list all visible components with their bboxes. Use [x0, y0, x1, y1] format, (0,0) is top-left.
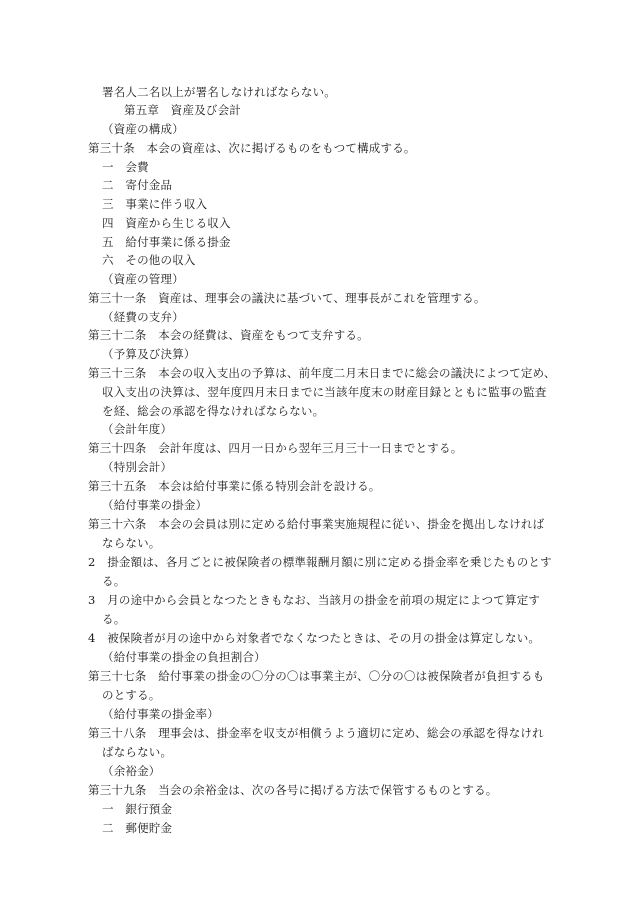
article-line: のとする。: [102, 688, 161, 702]
article-line: 第三十二条 本会の経費は、資産をもつて支弁する。: [88, 328, 369, 342]
list-item: 一 銀行預金: [102, 802, 173, 816]
article-line: る。: [102, 574, 126, 588]
article-line: ばならない。: [102, 745, 173, 759]
article-line: 第三十六条 本会の会員は別に定める給付事業実施規程に従い、掛金を拠出しなければ: [88, 517, 545, 531]
chapter-heading: 第五章 資産及び会計: [124, 103, 241, 117]
list-item: 二 寄付金品: [102, 178, 173, 192]
article-caption: （特別会計）: [102, 460, 173, 474]
list-item: 一 会費: [102, 160, 149, 174]
article-line: 第三十五条 本会は給付事業に係る特別会計を設ける。: [88, 479, 381, 493]
article-caption: （経費の支弁）: [102, 310, 184, 324]
article-line: 2 掛金額は、各月ごとに被保険者の標準報酬月額に別に定める掛金率を乗じたものとす: [88, 555, 552, 569]
article-caption: （給付事業の掛金率）: [102, 707, 219, 721]
article-line: 4 被保険者が月の途中から対象者でなくなつたときは、その月の掛金は算定しない。: [88, 631, 541, 645]
article-line: 第三十九条 当会の余裕金は、次の各号に掲げる方法で保管するものとする。: [88, 783, 498, 797]
article-line: 第三十条 本会の資産は、次に掲げるものをもつて構成する。: [88, 141, 416, 155]
article-caption: （予算及び決算）: [102, 347, 196, 361]
article-caption: （資産の構成）: [102, 122, 184, 136]
article-caption: （給付事業の掛金の負担割合）: [102, 650, 266, 664]
article-caption: （資産の管理）: [102, 272, 184, 286]
article-line: 第三十一条 資産は、理事会の議決に基づいて、理事長がこれを管理する。: [88, 291, 486, 305]
article-line: 第三十三条 本会の収入支出の予算は、前年度二月末日までに総会の議決によつて定め、: [88, 366, 556, 380]
article-caption: （給付事業の掛金）: [102, 498, 208, 512]
article-line: ならない。: [102, 536, 161, 550]
list-item: 二 郵便貯金: [102, 821, 173, 835]
article-caption: （余裕金）: [102, 764, 161, 778]
list-item: 四 資産から生じる収入: [102, 216, 231, 230]
article-line: る。: [102, 612, 126, 626]
list-item: 五 給付事業に係る掛金: [102, 235, 231, 249]
article-line: 第三十四条 会計年度は、四月一日から翌年三月三十一日までとする。: [88, 441, 463, 455]
list-item: 六 その他の収入: [102, 253, 196, 267]
article-line: を経、総会の承認を得なければならない。: [102, 404, 325, 418]
article-line: 第三十八条 理事会は、掛金率を収支が相償うよう適切に定め、総会の承認を得なけれ: [88, 726, 544, 740]
article-line: 第三十七条 給付事業の掛金の〇分の〇は事業主が、〇分の〇は被保険者が負担するも: [88, 669, 545, 683]
text-line: 署名人二名以上が署名しなければならない。: [102, 85, 336, 99]
article-line: 収入支出の決算は、翌年度四月末日までに当該年度末の財産目録とともに監事の監査: [102, 385, 547, 399]
list-item: 三 事業に伴う収入: [102, 197, 208, 211]
article-caption: （会計年度）: [102, 422, 173, 436]
article-line: 3 月の途中から会員となつたときもなお、当該月の掛金を前項の規定によつて算定す: [88, 593, 541, 607]
